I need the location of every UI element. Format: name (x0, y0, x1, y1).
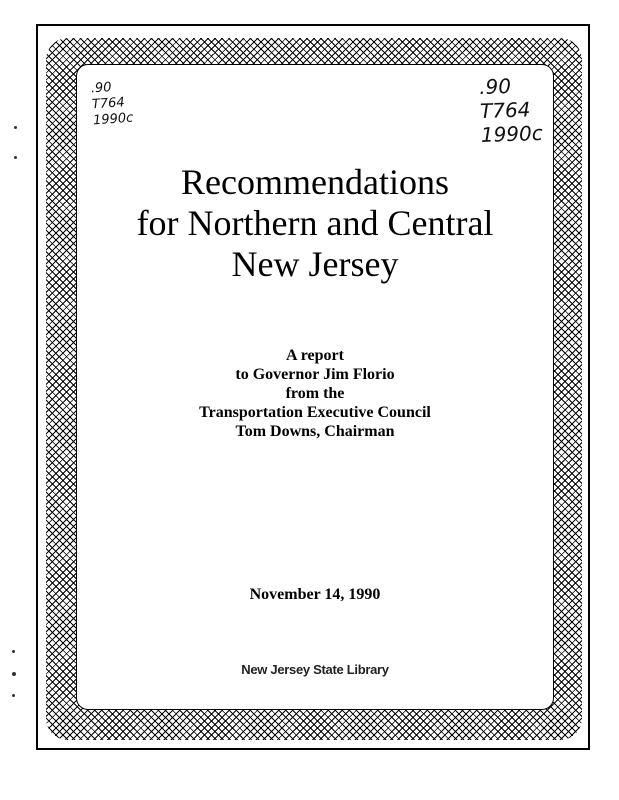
handwritten-call-number-left: .90 T764 1990c (90, 80, 134, 129)
report-line: from the (285, 385, 345, 402)
report-line: A report (286, 347, 344, 364)
handwritten-call-number-right: .90 T764 1990c (478, 73, 544, 148)
title-line: Recommendations (181, 162, 449, 202)
publication-date: November 14, 1990 (249, 586, 381, 603)
scan-speck (12, 694, 15, 697)
title-line: for Northern and Central (136, 203, 494, 243)
scan-speck (14, 126, 17, 129)
scan-speck (12, 672, 16, 676)
scan-speck (12, 650, 15, 653)
library-stamp: New Jersey State Library (241, 662, 389, 677)
scan-speck (14, 156, 17, 159)
title-line: New Jersey (231, 244, 399, 284)
report-line: to Governor Jim Florio (235, 366, 395, 383)
report-line: Tom Downs, Chairman (235, 423, 395, 440)
report-line: Transportation Executive Council (199, 404, 431, 421)
report-attribution (76, 346, 554, 441)
document-title (76, 162, 554, 285)
